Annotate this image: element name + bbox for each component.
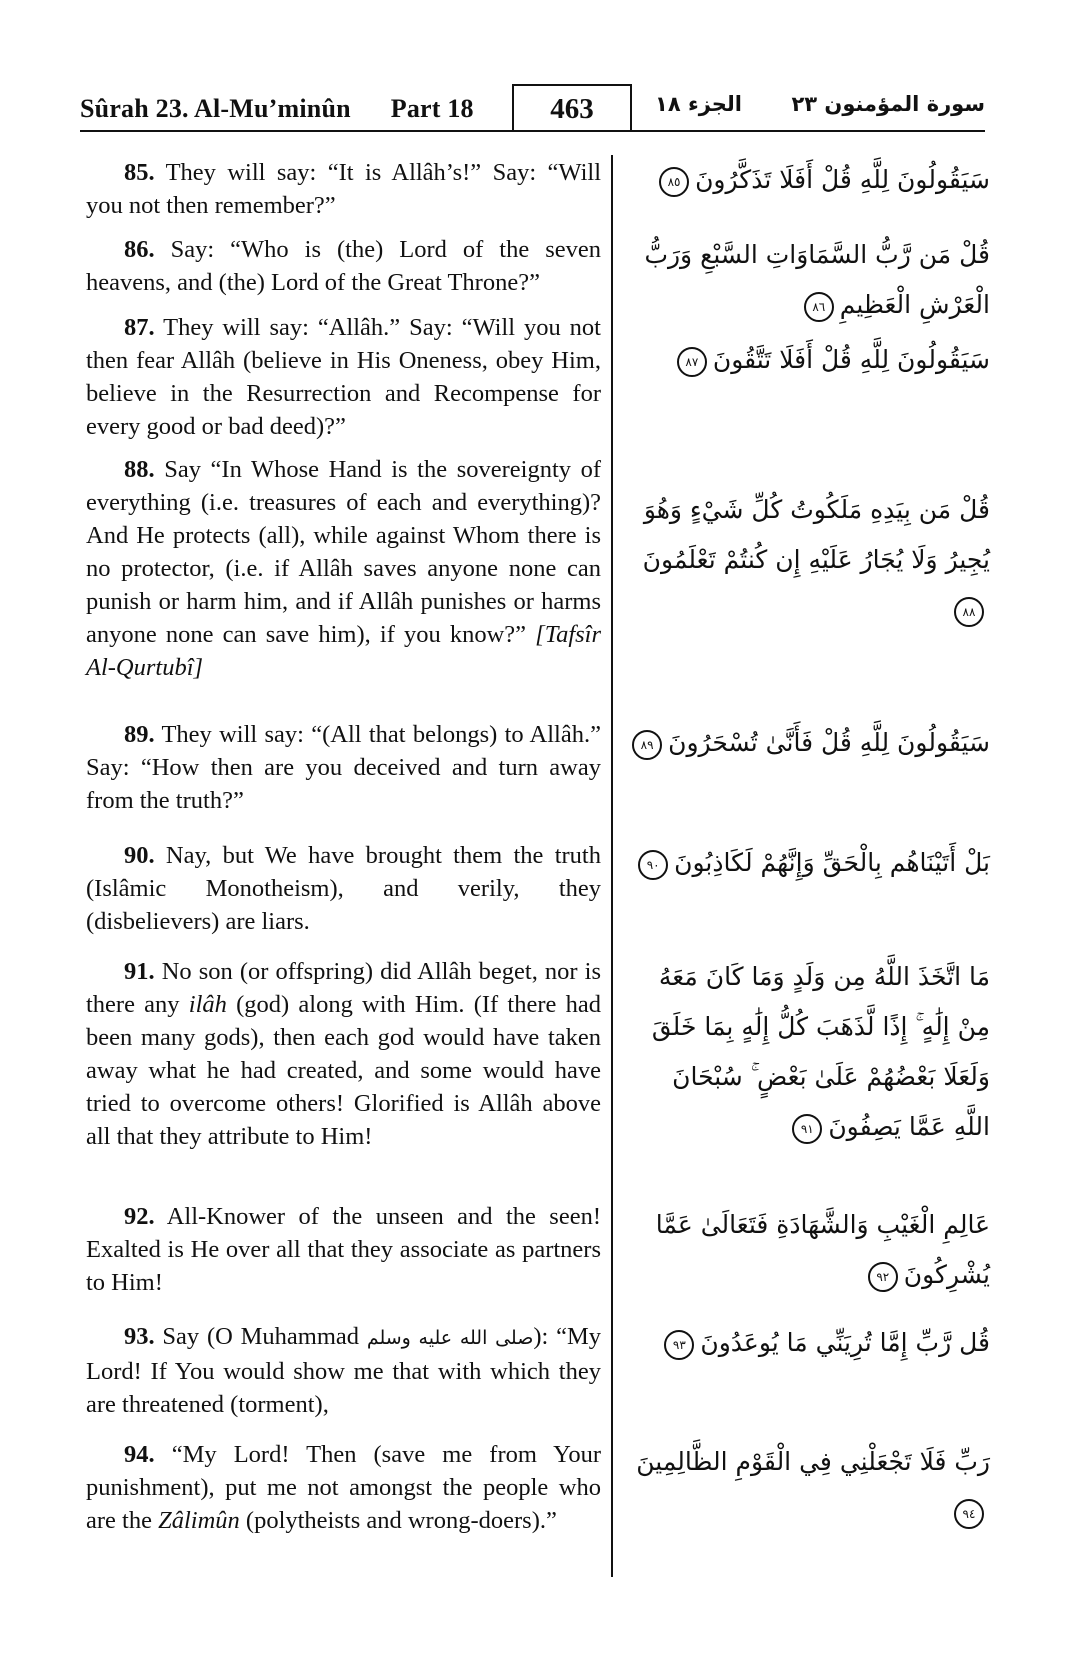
verse-89-english <box>86 718 601 817</box>
verse-text: ): “My Lord! If You would show me that with which they are threatened (torment), <box>86 1323 601 1418</box>
salutation-arabic: صلى الله عليه وسلم <box>366 1327 534 1349</box>
source-citation: [Tafsîr Al-Qurtubî] <box>86 621 601 681</box>
verse-number: 91. <box>124 958 155 985</box>
verse-number: 93. <box>124 1323 155 1350</box>
verse-92-english <box>86 1200 601 1299</box>
verse-text: “My Lord! Then (save me from Your punishment), put me not amongst the people who are the <box>86 1441 601 1534</box>
arabic-text: سَيَقُولُونَ لِلَّهِ قُلْ فَأَنَّىٰ تُسْحَرُونَ <box>668 728 990 757</box>
verse-text: Nay, but We have brought them the truth (Islâmic Monotheism), and verily, they (disbelievers) are liars. <box>86 842 601 935</box>
verse-text: No son (or offspring) did Allâh beget, nor is there any <box>86 958 601 1018</box>
juz-label-arabic: الجزء ١٨ <box>655 92 742 116</box>
surah-title-arabic: سورة المؤمنون ٢٣ <box>791 92 985 116</box>
verse-91-arabic <box>630 952 990 1152</box>
verse-94-arabic <box>630 1437 990 1537</box>
verse-text: Say: “Who is (the) Lord of the seven heavens, and (the) Lord of the Great Throne?” <box>86 236 601 296</box>
part-label: Part 18 <box>390 94 474 123</box>
ayah-marker: ٨٦ <box>804 292 834 322</box>
verse-text: They will say: “Allâh.” Say: “Will you not then fear Allâh (believe in His Oneness, obey Him, believe in the Resurrection and Recompense for every good or bad deed)?” <box>86 314 601 440</box>
verse-number: 89. <box>124 721 155 748</box>
header-english <box>80 94 474 124</box>
verse-87-arabic <box>630 335 990 385</box>
italic-term: Zâlimûn <box>158 1507 240 1534</box>
verse-94-english <box>86 1438 601 1537</box>
ayah-marker: ٩٤ <box>954 1499 984 1529</box>
verse-text: All-Knower of the unseen and the seen! Exalted is He over all that they associate as partners to Him! <box>86 1203 601 1296</box>
ayah-marker: ٩٠ <box>638 850 668 880</box>
arabic-text: قُل رَّبِّ إِمَّا تُرِيَنِّي مَا يُوعَدُونَ <box>700 1328 990 1357</box>
verse-87-english <box>86 311 601 443</box>
arabic-text: عَالِمِ الْغَيْبِ وَالشَّهَادَةِ فَتَعَالَىٰ عَمَّا يُشْرِكُونَ <box>655 1210 990 1289</box>
verse-93-english <box>86 1320 601 1421</box>
verse-number: 87. <box>124 314 155 341</box>
arabic-text: سَيَقُولُونَ لِلَّهِ قُلْ أَفَلَا تَتَّقُونَ <box>712 345 990 374</box>
verse-89-arabic <box>630 718 990 768</box>
ayah-marker: ٨٩ <box>632 730 662 760</box>
header-rule <box>80 130 985 132</box>
verse-92-arabic <box>630 1200 990 1300</box>
arabic-text: قُلْ مَن بِيَدِهِ مَلَكُوتُ كُلِّ شَيْءٍ وَهُوَ يُجِيرُ وَلَا يُجَارُ عَلَيْهِ إِن كُنتُمْ تَعْلَمُونَ <box>642 495 990 574</box>
ayah-marker: ٩٣ <box>664 1330 694 1360</box>
verse-number: 92. <box>124 1203 155 1230</box>
verse-number: 85. <box>124 159 155 186</box>
verse-90-arabic <box>630 838 990 888</box>
arabic-text: مَا اتَّخَذَ اللَّهُ مِن وَلَدٍ وَمَا كَانَ مَعَهُ مِنْ إِلَٰهٍ ۚ إِذًا لَّذَهَبَ كُلُّ إِلَٰهٍ بِمَا خَلَقَ وَلَعَلَا بَعْضُهُمْ عَلَىٰ بَعْضٍ ۚ سُبْحَانَ اللَّهِ عَمَّا يَصِفُونَ <box>651 962 990 1141</box>
verse-text: Say “In Whose Hand is the sovereignty of everything (i.e. treasures of each and everything)? And He protects (all), while against Whom there is no protector, (i.e. if Allâh saves anyone none can punish or harm him, and if Allâh punishes or harms anyone none can save him), if you know?” <box>86 456 601 648</box>
verse-number: 86. <box>124 236 155 263</box>
surah-title-english: Sûrah 23. Al-Mu’minûn <box>80 94 351 123</box>
arabic-text: قُلْ مَن رَّبُّ السَّمَاوَاتِ السَّبْعِ وَرَبُّ الْعَرْشِ الْعَظِيمِ <box>644 240 990 319</box>
page-number: 463 <box>512 84 632 132</box>
verse-text: They will say: “(All that belongs) to Allâh.” Say: “How then are you deceived and turn away from the truth?” <box>86 721 601 814</box>
ayah-marker: ٨٥ <box>659 167 689 197</box>
page-header <box>80 88 985 132</box>
verse-90-english <box>86 839 601 938</box>
verse-text: They will say: “It is Allâh’s!” Say: “Will you not then remember?” <box>86 159 601 219</box>
verse-text: (god) along with Him. (If there had been many gods), then each god would have taken away what he had created, and some would have tried to overcome others! Glorified is Allâh above all that they attribute to Him! <box>86 991 601 1150</box>
verse-number: 90. <box>124 842 155 869</box>
verse-text: (polytheists and wrong-doers).” <box>239 1507 557 1534</box>
verse-85-arabic <box>630 155 990 205</box>
arabic-text: رَبِّ فَلَا تَجْعَلْنِي فِي الْقَوْمِ الظَّالِمِينَ <box>636 1447 990 1476</box>
verse-86-arabic <box>630 230 990 330</box>
verse-88-english <box>86 453 601 684</box>
verse-number: 94. <box>124 1441 155 1468</box>
verse-91-english <box>86 955 601 1153</box>
column-divider <box>611 155 613 1577</box>
verse-85-english <box>86 156 601 222</box>
ayah-marker: ٨٨ <box>954 597 984 627</box>
ayah-marker: ٩٢ <box>868 1262 898 1292</box>
italic-term: ilâh <box>188 991 227 1018</box>
ayah-marker: ٨٧ <box>677 347 707 377</box>
verse-88-arabic <box>630 485 990 635</box>
ayah-marker: ٩١ <box>792 1114 822 1144</box>
verse-86-english <box>86 233 601 299</box>
verse-number: 88. <box>124 456 155 483</box>
verse-93-arabic <box>630 1318 990 1368</box>
arabic-text: سَيَقُولُونَ لِلَّهِ قُلْ أَفَلَا تَذَكَّرُونَ <box>695 165 990 194</box>
verse-text: Say (O Muhammad <box>154 1323 367 1350</box>
arabic-text: بَلْ أَتَيْنَاهُم بِالْحَقِّ وَإِنَّهُمْ لَكَاذِبُونَ <box>674 848 990 877</box>
